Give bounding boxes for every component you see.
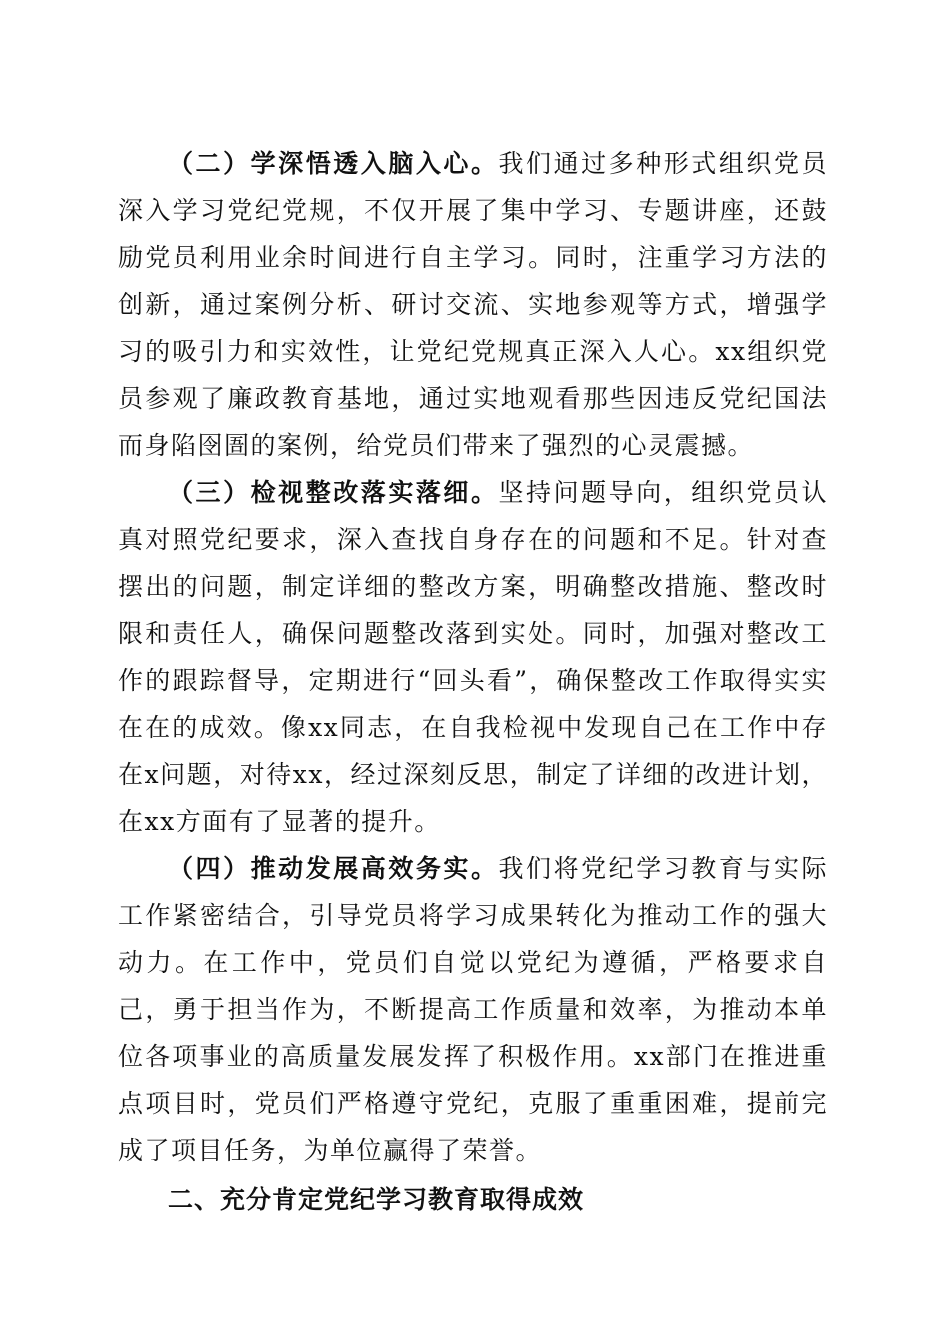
paragraph-development xyxy=(118,845,828,1174)
paragraph-lead: （二）学深悟透入脑入心。 xyxy=(168,149,499,178)
paragraph-study xyxy=(118,140,828,469)
paragraph-text: 我们将党纪学习教育与实际工作紧密结合，引导党员将学习成果转化为推动工作的强大动力。在工作中，党员们自觉以党纪为遵循，严格要求自己，勇于担当作为，不断提高工作质量和效率，为推动本单位各项事业的高质量发展发挥了积极作用。xx部门在推进重点项目时，党员们严格遵守党纪，克服了重重困难，提前完成了项目任务，为单位赢得了荣誉。 xyxy=(118,854,828,1165)
paragraph-text: 我们通过多种形式组织党员深入学习党纪党规，不仅开展了集中学习、专题讲座，还鼓励党员利用业余时间进行自主学习。同时，注重学习方法的创新，通过案例分析、研讨交流、实地参观等方式，增强学习的吸引力和实效性，让党纪党规真正深入人心。xx组织党员参观了廉政教育基地，通过实地观看那些因违反党纪国法而身陷囹圄的案例，给党员们带来了强烈的心灵震撼。 xyxy=(118,149,828,460)
document-body xyxy=(118,140,828,1223)
paragraph-lead: （三）检视整改落实落细。 xyxy=(168,478,499,507)
paragraph-text: 坚持问题导向，组织党员认真对照党纪要求，深入查找自身存在的问题和不足。针对查摆出的问题，制定详细的整改方案，明确整改措施、整改时限和责任人，确保问题整改落到实处。同时，加强对整改工作的跟踪督导，定期进行“回头看”，确保整改工作取得实实在在的成效。像xx同志，在自我检视中发现自己在工作中存在x问题，对待xx，经过深刻反思，制定了详细的改进计划，在xx方面有了显著的提升。 xyxy=(118,478,828,836)
paragraph-rectification xyxy=(118,469,828,845)
section-heading: 二、充分肯定党纪学习教育取得成效 xyxy=(168,1185,585,1214)
paragraph-lead: （四）推动发展高效务实。 xyxy=(168,854,499,883)
